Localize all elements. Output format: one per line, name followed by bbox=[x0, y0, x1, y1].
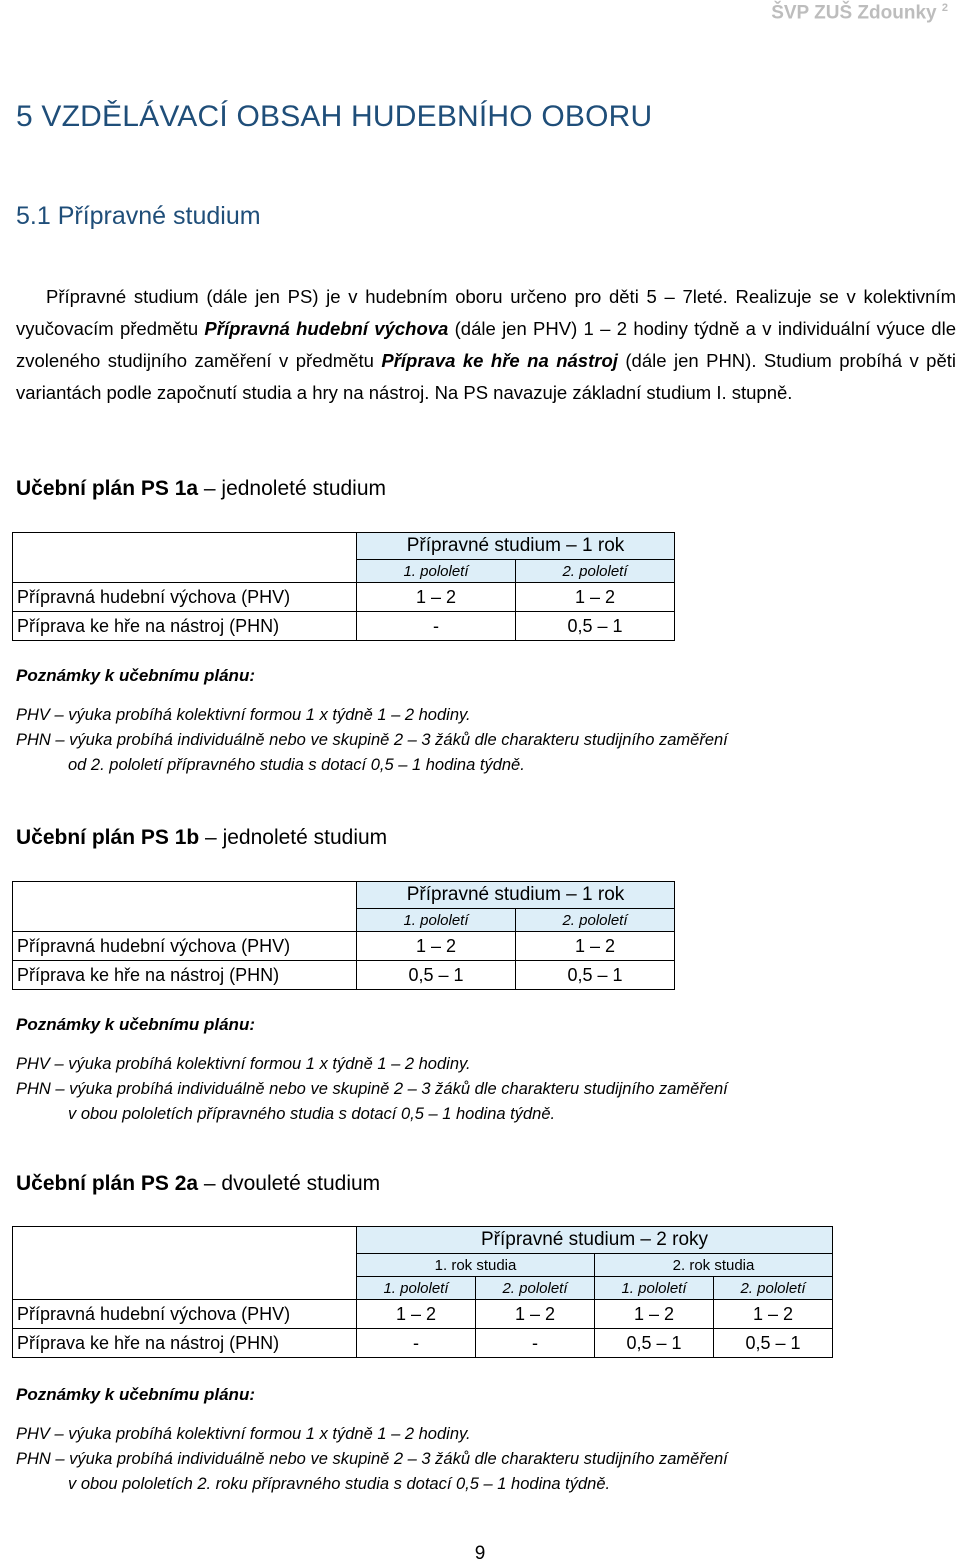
value-cell: 1 – 2 bbox=[357, 583, 516, 612]
corner-cell bbox=[13, 882, 357, 932]
value-cell: 1 – 2 bbox=[476, 1300, 595, 1329]
plan-1b-title bbox=[16, 826, 387, 850]
note-phv: PHV – výuka probíhá kolektivní formou 1 x týdně 1 – 2 hodiny. bbox=[16, 706, 471, 724]
corner-cell bbox=[13, 1227, 357, 1300]
note-phn-continued: od 2. pololetí přípravného studia s dotací 0,5 – 1 hodina týdně. bbox=[68, 756, 525, 774]
note-phv: PHV – výuka probíhá kolektivní formou 1 x týdně 1 – 2 hodiny. bbox=[16, 1055, 471, 1073]
group-header: Přípravné studium – 2 roky bbox=[357, 1227, 833, 1254]
col-header: 2. pololetí bbox=[516, 560, 675, 583]
value-cell: 0,5 – 1 bbox=[595, 1329, 714, 1358]
plan-1a-table bbox=[12, 532, 675, 641]
col-header: 2. pololetí bbox=[714, 1277, 833, 1300]
table-row bbox=[13, 961, 675, 990]
table-row bbox=[13, 612, 675, 641]
value-cell: - bbox=[357, 612, 516, 641]
group-header: Přípravné studium – 1 rok bbox=[357, 882, 675, 909]
col-header: 2. pololetí bbox=[516, 909, 675, 932]
section-heading: 5.1 Přípravné studium bbox=[16, 202, 261, 230]
col-header: 1. pololetí bbox=[357, 560, 516, 583]
intro-paragraph bbox=[16, 281, 956, 409]
plan-1b-title-bold: Učební plán PS 1b bbox=[16, 826, 200, 849]
plan-1b-table bbox=[12, 881, 675, 990]
note-phn-continued: v obou pololetích přípravného studia s dotací 0,5 – 1 hodina týdně. bbox=[68, 1105, 556, 1123]
subject-cell: Příprava ke hře na nástroj (PHN) bbox=[13, 961, 357, 990]
col-header: 1. pololetí bbox=[595, 1277, 714, 1300]
col-header: 1. pololetí bbox=[357, 1277, 476, 1300]
plan-2a-title-rest: – dvouleté studium bbox=[198, 1172, 381, 1195]
note-phv: PHV – výuka probíhá kolektivní formou 1 x týdně 1 – 2 hodiny. bbox=[16, 1425, 471, 1443]
table-row bbox=[13, 1329, 833, 1358]
plan-1a-notes bbox=[16, 703, 896, 778]
intro-text-1: Přípravné studium (dále jen PS) je v hudebním oboru určeno pro děti 5 – 7leté. Realizuje se v kolektivním vyučovacím předmětu bbox=[16, 286, 956, 339]
value-cell: 0,5 – 1 bbox=[357, 961, 516, 990]
table-row bbox=[13, 932, 675, 961]
plan-2a-table bbox=[12, 1226, 833, 1358]
group-header: Přípravné studium – 1 rok bbox=[357, 533, 675, 560]
note-phn: PHN – výuka probíhá individuálně nebo ve skupině 2 – 3 žáků dle charakteru studijního zaměření bbox=[16, 731, 728, 749]
value-cell: 1 – 2 bbox=[595, 1300, 714, 1329]
subject-cell: Příprava ke hře na nástroj (PHN) bbox=[13, 612, 357, 641]
value-cell: - bbox=[357, 1329, 476, 1358]
intro-text-2: (dále jen PHV) 1 – 2 hodiny týdně a v individuální výuce dle zvoleného studijního zaměření v předmětu bbox=[16, 318, 956, 371]
value-cell: 1 – 2 bbox=[357, 1300, 476, 1329]
value-cell: 0,5 – 1 bbox=[516, 612, 675, 641]
subject-cell: Příprava ke hře na nástroj (PHN) bbox=[13, 1329, 357, 1358]
subject-cell: Přípravná hudební výchova (PHV) bbox=[13, 1300, 357, 1329]
plan-1b-notes bbox=[16, 1052, 896, 1127]
value-cell: 0,5 – 1 bbox=[714, 1329, 833, 1358]
plan-1b-notes-title: Poznámky k učebnímu plánu: bbox=[16, 1015, 255, 1034]
value-cell: 1 – 2 bbox=[357, 932, 516, 961]
plan-1a-notes-title: Poznámky k učebnímu plánu: bbox=[16, 666, 255, 685]
year-header: 2. rok studia bbox=[595, 1254, 833, 1277]
chapter-heading: 5 VZDĚLÁVACÍ OBSAH HUDEBNÍHO OBORU bbox=[16, 100, 653, 133]
value-cell: 1 – 2 bbox=[516, 583, 675, 612]
plan-1b-title-rest: – jednoleté studium bbox=[199, 826, 388, 849]
running-header bbox=[771, 2, 948, 24]
intro-text-3: (dále jen PHN). Studium probíhá v pěti variantách podle započnutí studia a hry na nástroj. Na PS navazuje základní studium I. stupně. bbox=[16, 350, 957, 403]
intro-bold-2: Příprava ke hře na nástroj bbox=[381, 350, 618, 371]
table-row bbox=[13, 1300, 833, 1329]
col-header: 1. pololetí bbox=[357, 909, 516, 932]
plan-1a-title-rest: – jednoleté studium bbox=[198, 477, 387, 500]
corner-cell bbox=[13, 533, 357, 583]
value-cell: 0,5 – 1 bbox=[516, 961, 675, 990]
subject-cell: Přípravná hudební výchova (PHV) bbox=[13, 932, 357, 961]
plan-1a-title bbox=[16, 477, 386, 501]
plan-2a-notes-title: Poznámky k učebnímu plánu: bbox=[16, 1385, 255, 1404]
plan-2a-notes bbox=[16, 1422, 896, 1497]
plan-2a-title bbox=[16, 1172, 380, 1196]
year-header: 1. rok studia bbox=[357, 1254, 595, 1277]
col-header: 2. pololetí bbox=[476, 1277, 595, 1300]
note-phn-continued: v obou pololetích 2. roku přípravného studia s dotací 0,5 – 1 hodina týdně. bbox=[68, 1475, 611, 1493]
value-cell: - bbox=[476, 1329, 595, 1358]
value-cell: 1 – 2 bbox=[714, 1300, 833, 1329]
table-row bbox=[13, 583, 675, 612]
plan-2a-title-bold: Učební plán PS 2a bbox=[16, 1172, 199, 1195]
intro-bold-1: Přípravná hudební výchova bbox=[204, 318, 449, 339]
note-phn: PHN – výuka probíhá individuálně nebo ve skupině 2 – 3 žáků dle charakteru studijního zaměření bbox=[16, 1450, 728, 1468]
subject-cell: Přípravná hudební výchova (PHV) bbox=[13, 583, 357, 612]
header-text: ŠVP ZUŠ Zdounky bbox=[771, 2, 937, 24]
page-number: 9 bbox=[474, 1543, 486, 1564]
note-phn: PHN – výuka probíhá individuálně nebo ve skupině 2 – 3 žáků dle charakteru studijního zaměření bbox=[16, 1080, 728, 1098]
header-superscript: 2 bbox=[941, 2, 948, 14]
value-cell: 1 – 2 bbox=[516, 932, 675, 961]
plan-1a-title-bold: Učební plán PS 1a bbox=[16, 477, 199, 500]
